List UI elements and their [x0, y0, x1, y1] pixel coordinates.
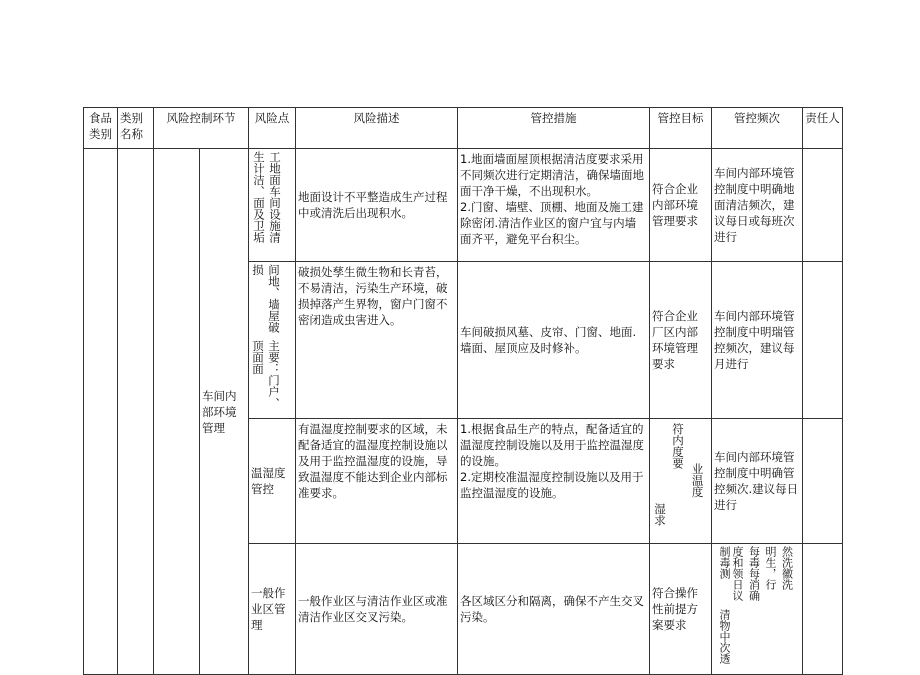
control-frequency-cell: 车间内部环境管控制度中明瑞管控频次，建议每月进行 — [712, 262, 803, 419]
responsible-cell — [803, 149, 843, 262]
risk-control-table — [83, 107, 843, 675]
responsible-cell — [803, 544, 843, 675]
responsible-cell — [803, 419, 843, 544]
header-risk-point: 风险点 — [249, 108, 296, 149]
control-target-cell: 符合企业内部环境管理要求 — [650, 149, 712, 262]
frequency-text: 清物中次透 — [718, 609, 731, 664]
measure-item: 2.门窗、墙壁、顶棚、地面及施工建除密闭.清洁作业区的窗户宜与内墙面齐平，避免平台积尘。 — [460, 200, 644, 246]
risk-point-cell: 温湿度管控 — [249, 419, 296, 544]
control-link-cell — [154, 149, 200, 675]
header-control-measures: 管控措施 — [458, 108, 650, 149]
control-target-cell: 符合企业厂区内部环境管理要求 — [650, 262, 712, 419]
target-text: 符内度要 — [671, 423, 685, 469]
target-text: 业温度 — [690, 463, 705, 498]
header-food-category: 食品类别 — [84, 108, 118, 149]
header-control-link: 风险控制环节 — [154, 108, 249, 149]
risk-description-cell: 一般作业区与清洁作业区或准清洁作业区交叉污染。 — [296, 544, 458, 675]
frequency-text: 每毒每消确 — [747, 546, 761, 601]
header-risk-description: 风险描述 — [296, 108, 458, 149]
header-category-name: 类别名称 — [118, 108, 154, 149]
header-row — [84, 108, 843, 149]
control-frequency-cell: 车间内部环境管控制度中明确管控频次.建议每日进行 — [712, 419, 803, 544]
frequency-text: 度和领日议制毒测 — [718, 546, 744, 601]
frequency-text: 明生，行 — [764, 546, 777, 590]
control-measures-cell: 车间破损风墓、皮帘、门窗、地面.墙面、屋顶应及时修补。 — [458, 262, 650, 419]
responsible-cell — [803, 262, 843, 419]
risk-point-cell — [249, 149, 296, 262]
control-target-cell: 符合操作性前提方案要求 — [650, 544, 712, 675]
risk-point-cell — [249, 262, 296, 419]
section-label: 车间内部环境管理 — [200, 149, 249, 675]
risk-description-cell: 有温湿度控制要求的区域，未配备适宜的温湿度控制设施以及用于监控温湿度的设施，导致温湿度不能达到企业内部标准要求。 — [296, 419, 458, 544]
risk-description-cell: 地面设计不平整造成生产过程中或清洗后出现积水。 — [296, 149, 458, 262]
control-target-cell — [650, 419, 712, 544]
header-control-target: 管控目标 — [650, 108, 712, 149]
header-responsible: 责任人 — [803, 108, 843, 149]
risk-point-text: 间地、墙屋破损 — [251, 264, 281, 333]
category-name-cell — [118, 149, 154, 675]
food-category-cell — [84, 149, 118, 675]
table-row — [84, 149, 843, 262]
frequency-text: 然洗徽洗 — [780, 546, 794, 590]
risk-point-text: 工地面车间设施清生计洁、面及卫垢 — [252, 151, 282, 243]
header-control-frequency: 管控频次 — [712, 108, 803, 149]
risk-point-text: 主要：门户、顶面面 — [251, 340, 281, 409]
risk-point-cell: 一般作业区管理 — [249, 544, 296, 675]
risk-description-cell: 破损处孳生微生物和长青苔，不易清洁，污染生产环境，破损掉落产生界物，窗户门窗不密闭造成虫害进入。 — [296, 262, 458, 419]
control-frequency-cell: 车间内部环境管控制度中明确地面清洁频次，建议每日或每班次进行 — [712, 149, 803, 262]
control-measures-cell — [458, 149, 650, 262]
target-text: 湿求 — [653, 503, 667, 526]
measure-item: 1.地面墙面屋顶根据清洁度要求采用不同频次进行定期清洁，确保墙面地面干净干燥，不出现积水。 — [460, 152, 644, 198]
control-frequency-cell — [712, 544, 803, 675]
control-measures-cell — [458, 419, 650, 544]
measure-item: 1.根据食品生产的特点，配备适宜的温湿度控制设施以及用于监控温湿度的设施。 — [460, 422, 644, 468]
measure-item: 2.定期校准温湿度控制设施以及用于监控温湿度的设施。 — [460, 470, 644, 500]
control-measures-cell: 各区域区分和隔离，确保不产生交叉污染。 — [458, 544, 650, 675]
